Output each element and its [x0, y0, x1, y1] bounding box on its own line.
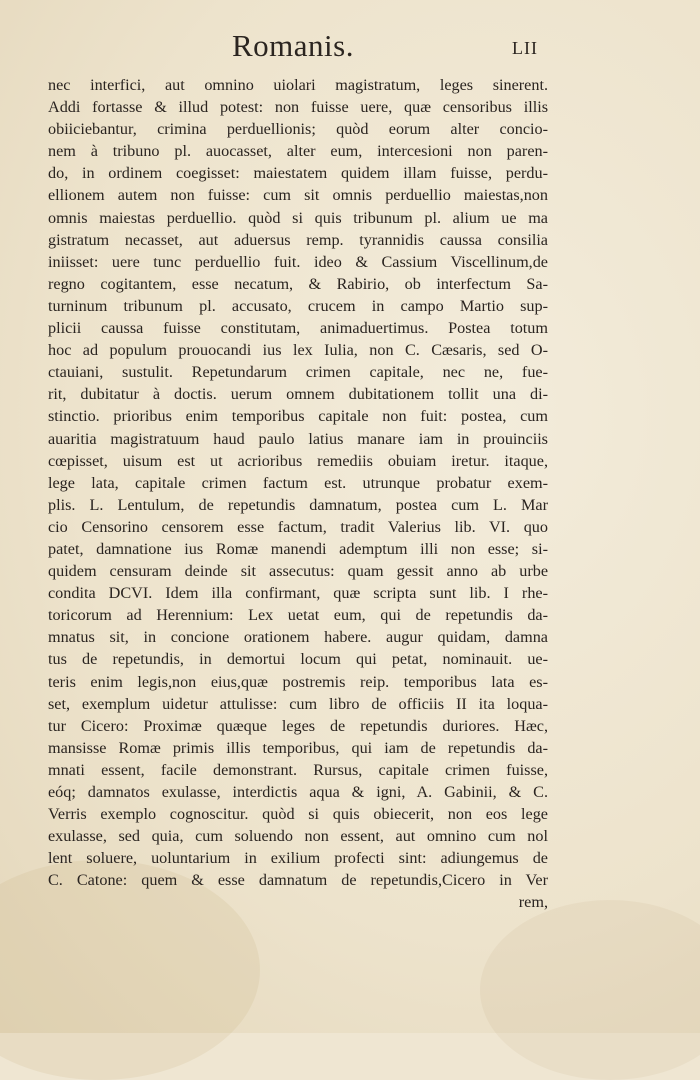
- text-line: tur Cicero: Proximæ quæque leges de repetundis duriores. Hæc,: [48, 716, 548, 735]
- text-line: C. Catone: quem & esse damnatum de repetundis,Cicero in Ver: [48, 871, 548, 890]
- text-line: mansisse Romæ primis illis temporibus, qui iam de repetundis da-: [48, 738, 548, 757]
- text-line: do, in ordinem coegisset: maiestatem quidem illam fuisse, perdu-: [48, 164, 548, 183]
- folio-number: LII: [512, 38, 538, 58]
- text-line: plicii caussa fuisse constitutam, animaduertimus. Postea totum: [48, 319, 548, 338]
- text-line: set, exemplum uidetur attulisse: cum libro de officiis II ita loqua-: [48, 694, 548, 713]
- text-line: regno cogitantem, esse necatum, & Rabirio, ob interfectum Sa-: [48, 274, 548, 293]
- text-line: gistratum necasset, aut aduersus remp. tyrannidis caussa consilia: [48, 230, 548, 249]
- text-line: auaritia magistratuum haud paulo latius manare iam in prouinciis: [48, 429, 548, 448]
- text-line: rit, dubitatur à doctis. uerum omnem dubitationem tollit una di-: [48, 385, 548, 404]
- text-line: ellionem autem non fuisse: cum sit omnis perduellio maiestas,non: [48, 186, 548, 205]
- catchword: rem,: [518, 893, 548, 912]
- text-line: teris enim legis,non eius,quæ postremis reip. temporibus lata es-: [48, 672, 548, 691]
- text-line: mnatus sit, in concione orationem habere. augur quidam, damna: [48, 628, 548, 647]
- text-line: condita DCVI. Idem illa confirmant, quæ scripta sunt lib. I rhe-: [48, 584, 548, 603]
- text-line: quidem censuram deinde sit assecutus: quam gessit anno ab urbe: [48, 562, 548, 581]
- text-line: lege lata, capitale crimen factum est. utrunque probatur exem-: [48, 473, 548, 492]
- text-line: exulasse, sed quia, cum soluendo non essent, aut omnino cum nol: [48, 827, 548, 846]
- text-line: hoc ad populum prouocandi ius lex Iulia, non C. Cæsaris, sed O-: [48, 341, 548, 360]
- text-line: patet, damnatione ius Romæ manendi ademptum illi non esse; si-: [48, 539, 548, 558]
- text-line: mnati essent, facile demonstrant. Rursus, capitale crimen fuisse,: [48, 760, 548, 779]
- page-header: [0, 28, 700, 68]
- text-line: Verris exemplo cognoscitur. quòd si quis obiecerit, non eos lege: [48, 805, 548, 824]
- text-line: tus de repetundis, in demortui locum qui petat, nominauit. ue-: [48, 650, 548, 669]
- text-line: plis. L. Lentulum, de repetundis damnatum, postea cum L. Mar: [48, 495, 548, 514]
- text-line: turninum tribunum pl. accusato, crucem in campo Martio sup-: [48, 296, 548, 315]
- text-line: lent soluere, uoluntarium in exilium profecti sint: adiungemus de: [48, 849, 548, 868]
- running-head: Romanis.: [232, 28, 354, 63]
- text-line: Addi fortasse & illud potest: non fuisse uere, quæ censoribus illis: [48, 98, 548, 117]
- text-line: toricorum ad Herennium: Lex uetat eum, qui de repetundis da-: [48, 606, 548, 625]
- text-line: nec interfici, aut omnino uiolari magistratum, leges sinerent.: [48, 76, 548, 94]
- text-line: stinctio. prioribus enim temporibus capitale non fuit: postea, cum: [48, 407, 548, 426]
- text-line: cœpisset, uisum est ut acrioribus remediis obuiam iretur. itaque,: [48, 451, 548, 470]
- text-line: eóq; damnatos exulasse, interdictis aqua & igni, A. Gabinii, & C.: [48, 783, 548, 801]
- text-line: iniisset: uere tunc perduellio fuit. ideo & Cassium Viscellinum,de: [48, 252, 548, 271]
- text-line: omnis maiestas perduellio. quòd si quis tribunum pl. alium ue ma: [48, 208, 548, 227]
- text-line: cio Censorino censorem esse factum, tradit Valerius lib. VI. quo: [48, 517, 548, 536]
- paper-stain: [480, 900, 700, 1080]
- body-text: [48, 74, 548, 914]
- text-line: ctauiani, sustulit. Repetundarum crimen capitale, nec ne, fue-: [48, 363, 548, 382]
- text-line: obiiciebantur, crimina perduellionis; quòd eorum alter concio-: [48, 120, 548, 139]
- text-line: nem à tribuno pl. auocasset, alter eum, intercesioni non paren-: [48, 142, 548, 161]
